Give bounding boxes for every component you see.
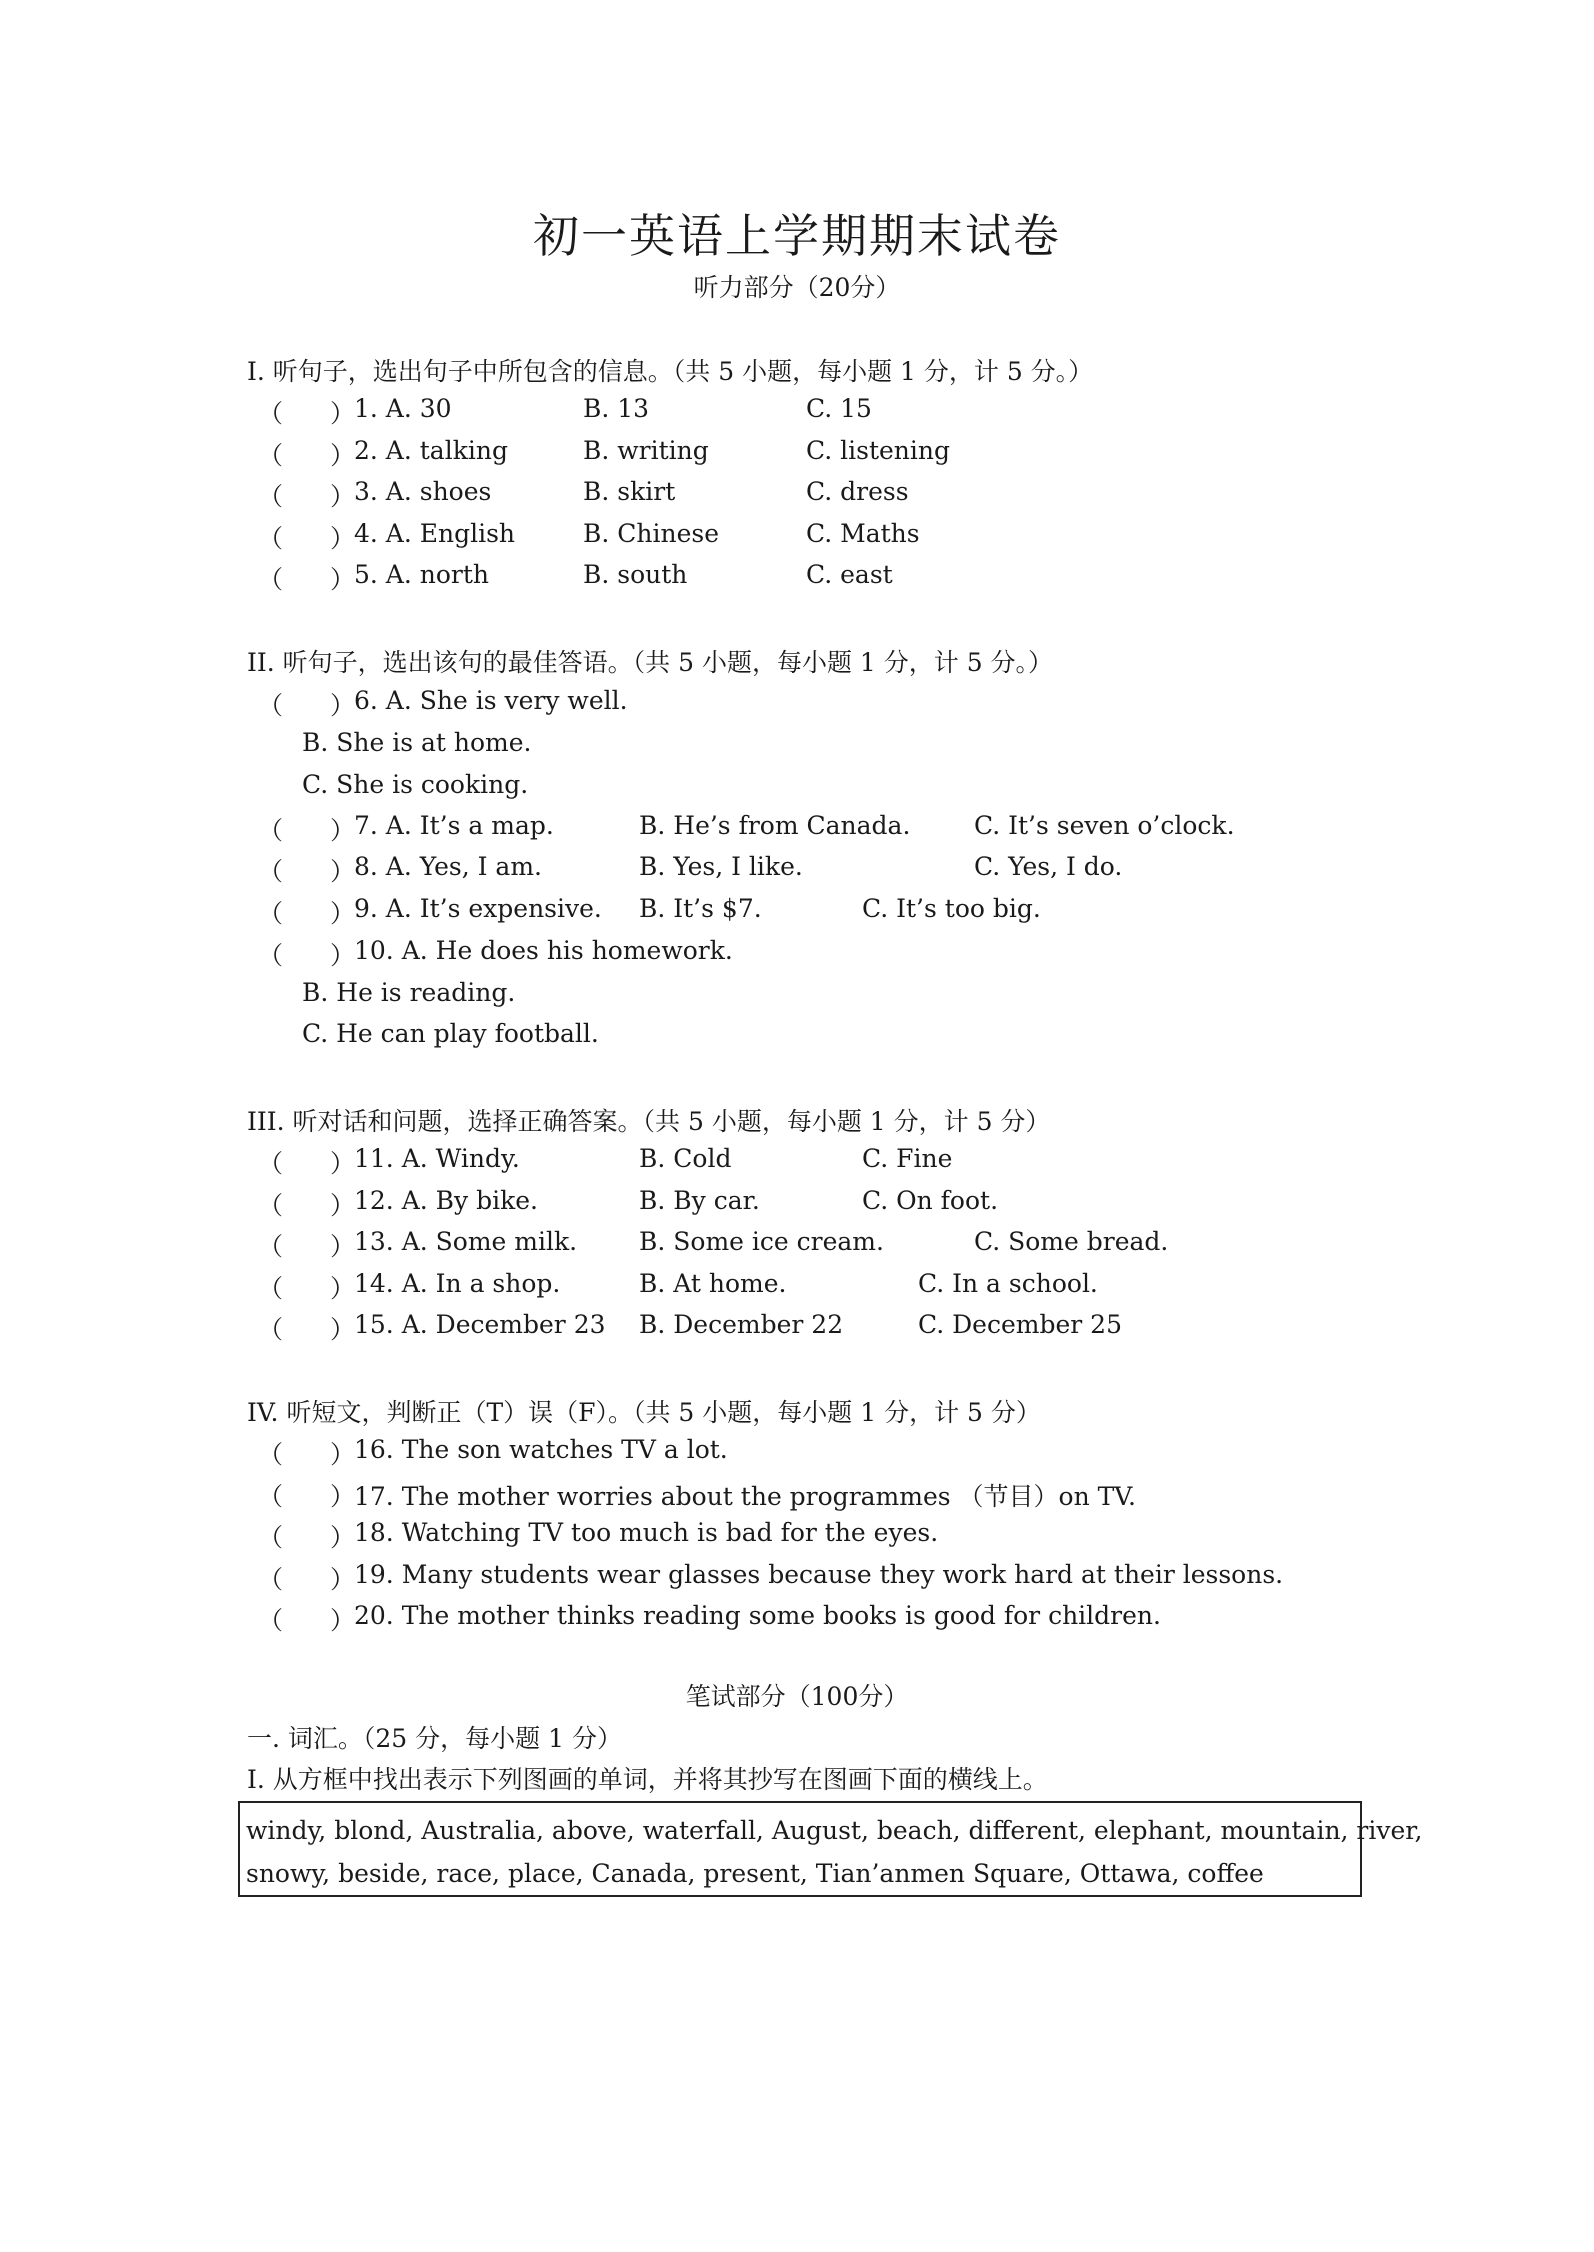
question-option-a: 4. A. English [354, 519, 516, 548]
answer-paren-close: ） [330, 691, 356, 720]
answer-paren-close: ） [330, 1149, 356, 1178]
vocab-instruction: I. 从方框中找出表示下列图画的单词，并将其抄写在图画下面的横线上。 [247, 1765, 1048, 1794]
question-option-c: C. listening [806, 436, 950, 465]
written-header: 笔试部分（100分） [685, 1682, 909, 1711]
question-option-a: 15. A. December 23 [354, 1310, 606, 1339]
answer-paren-close: ） [330, 857, 356, 886]
question-option-a: 1. A. 30 [354, 394, 452, 423]
answer-paren-open: （ [258, 1606, 284, 1635]
question-option-a: 11. A. Windy. [354, 1144, 520, 1173]
question-option-a: 7. A. It’s a map. [354, 811, 554, 840]
question-option-c: C. Yes, I do. [974, 852, 1123, 881]
answer-paren-close: ） [330, 1606, 356, 1635]
question-option-c: C. Fine [862, 1144, 953, 1173]
answer-paren-close: ） [330, 1315, 356, 1344]
answer-paren-close: ） [330, 399, 356, 428]
question-option-c: C. east [806, 560, 893, 589]
question-option-c: C. It’s seven o’clock. [974, 811, 1235, 840]
word-box-line: snowy, beside, race, place, Canada, present, Tian’anmen Square, Ottawa, coffee [246, 1859, 1264, 1888]
question-option-b: B. skirt [583, 477, 676, 506]
word-box-line: windy, blond, Australia, above, waterfall, August, beach, different, elephant, mountain, river, [246, 1816, 1423, 1845]
answer-paren-open: （ [258, 1274, 284, 1303]
vocab-heading: 一. 词汇。（25 分，每小题 1 分） [247, 1724, 622, 1753]
answer-paren-open: （ [258, 1482, 284, 1511]
answer-paren-close: ） [330, 482, 356, 511]
question-option-b: B. Yes, I like. [639, 852, 803, 881]
question-option-c: C. December 25 [918, 1310, 1122, 1339]
question-statement: 16. The son watches TV a lot. [354, 1435, 728, 1464]
section-3-heading: III. 听对话和问题，选择正确答案。（共 5 小题，每小题 1 分，计 5 分） [247, 1107, 1051, 1136]
answer-paren-open: （ [258, 899, 284, 928]
question-option-b: B. Cold [639, 1144, 732, 1173]
answer-paren-open: （ [258, 691, 284, 720]
question-option-a: 10. A. He does his homework. [354, 936, 733, 965]
answer-paren-close: ） [330, 941, 356, 970]
question-option-a: 8. A. Yes, I am. [354, 852, 542, 881]
question-option-c: C. In a school. [918, 1269, 1098, 1298]
answer-paren-close: ） [330, 524, 356, 553]
answer-paren-close: ） [330, 1482, 356, 1511]
answer-paren-open: （ [258, 1523, 284, 1552]
answer-paren-open: （ [258, 399, 284, 428]
answer-paren-close: ） [330, 1523, 356, 1552]
question-option-c: C. dress [806, 477, 909, 506]
question-option-b: B. He is reading. [302, 978, 516, 1007]
answer-paren-close: ） [330, 565, 356, 594]
question-option-c: C. Some bread. [974, 1227, 1169, 1256]
section-1-heading: I. 听句子，选出句子中所包含的信息。（共 5 小题，每小题 1 分，计 5 分。） [247, 357, 1094, 386]
answer-paren-open: （ [258, 482, 284, 511]
answer-paren-open: （ [258, 1232, 284, 1261]
answer-paren-open: （ [258, 1149, 284, 1178]
question-option-b: B. She is at home. [302, 728, 532, 757]
question-option-b: B. south [583, 560, 688, 589]
question-option-c: C. She is cooking. [302, 770, 529, 799]
question-option-b: B. Chinese [583, 519, 720, 548]
answer-paren-open: （ [258, 1315, 284, 1344]
answer-paren-close: ） [330, 441, 356, 470]
answer-paren-close: ） [330, 1232, 356, 1261]
question-option-a: 6. A. She is very well. [354, 686, 628, 715]
question-option-c: C. On foot. [862, 1186, 999, 1215]
question-option-c: C. 15 [806, 394, 872, 423]
question-option-a: 13. A. Some milk. [354, 1227, 578, 1256]
question-option-b: B. Some ice cream. [639, 1227, 884, 1256]
answer-paren-close: ） [330, 816, 356, 845]
section-2-heading: II. 听句子，选出该句的最佳答语。（共 5 小题，每小题 1 分，计 5 分。） [247, 648, 1054, 677]
answer-paren-open: （ [258, 816, 284, 845]
question-option-c: C. Maths [806, 519, 920, 548]
answer-paren-close: ） [330, 1565, 356, 1594]
answer-paren-open: （ [258, 1565, 284, 1594]
answer-paren-open: （ [258, 1191, 284, 1220]
question-option-b: B. It’s $7. [639, 894, 762, 923]
question-option-b: B. By car. [639, 1186, 760, 1215]
question-option-a: 2. A. talking [354, 436, 508, 465]
question-option-a: 5. A. north [354, 560, 489, 589]
page-title: 初一英语上学期期末试卷 [533, 209, 1061, 263]
question-option-c: C. He can play football. [302, 1019, 599, 1048]
question-option-c: C. It’s too big. [862, 894, 1041, 923]
question-option-a: 9. A. It’s expensive. [354, 894, 602, 923]
answer-paren-open: （ [258, 441, 284, 470]
question-option-b: B. At home. [639, 1269, 787, 1298]
question-option-b: B. 13 [583, 394, 650, 423]
answer-paren-open: （ [258, 1440, 284, 1469]
question-statement: 18. Watching TV too much is bad for the eyes. [354, 1518, 939, 1547]
word-box [238, 1801, 1423, 1897]
answer-paren-close: ） [330, 1440, 356, 1469]
question-statement: 20. The mother thinks reading some books is good for children. [354, 1601, 1161, 1630]
question-option-b: B. writing [583, 436, 709, 465]
answer-paren-open: （ [258, 524, 284, 553]
section-4-heading: IV. 听短文，判断正（T）误（F）。（共 5 小题，每小题 1 分，计 5 分） [247, 1398, 1041, 1427]
answer-paren-open: （ [258, 941, 284, 970]
answer-paren-open: （ [258, 857, 284, 886]
question-option-b: B. He’s from Canada. [639, 811, 911, 840]
question-option-a: 12. A. By bike. [354, 1186, 538, 1215]
answer-paren-close: ） [330, 1191, 356, 1220]
question-statement: 17. The mother worries about the programmes （节目）on TV. [354, 1482, 1136, 1511]
question-statement: 19. Many students wear glasses because they work hard at their lessons. [354, 1560, 1284, 1589]
question-option-a: 3. A. shoes [354, 477, 492, 506]
question-option-b: B. December 22 [639, 1310, 844, 1339]
answer-paren-open: （ [258, 565, 284, 594]
answer-paren-close: ） [330, 1274, 356, 1303]
answer-paren-close: ） [330, 899, 356, 928]
question-option-a: 14. A. In a shop. [354, 1269, 561, 1298]
listening-header: 听力部分（20分） [693, 273, 901, 302]
